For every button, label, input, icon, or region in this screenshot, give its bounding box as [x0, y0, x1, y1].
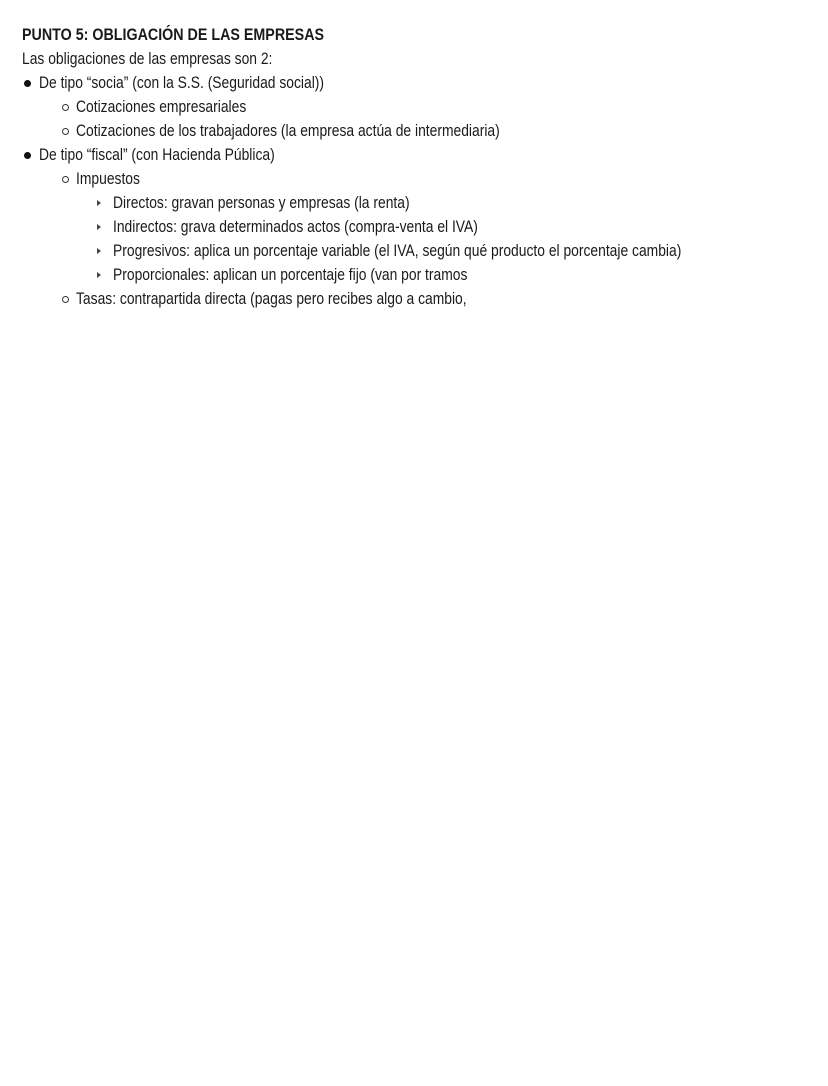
list-item-text: De tipo “socia” (con la S.S. (Seguridad social)) — [39, 74, 325, 92]
bullet-triangle-icon — [97, 272, 101, 278]
list-item-text: Tasas: contrapartida directa (pagas pero recibes algo a cambio, — [76, 290, 467, 308]
bullet-triangle-icon — [97, 248, 101, 254]
list-item-text: Directos: gravan personas y empresas (la renta) — [113, 194, 410, 212]
intro-text — [22, 47, 320, 71]
section-title-text: PUNTO 5: OBLIGACIÓN DE LAS EMPRESAS — [22, 25, 325, 44]
bullet-circle-icon — [62, 104, 69, 111]
section-title — [22, 23, 382, 47]
bullet-circle-icon — [62, 128, 69, 135]
list-item-text: De tipo “fiscal” (con Hacienda Pública) — [39, 146, 275, 164]
intro-text-content: Las obligaciones de las empresas son 2: — [22, 50, 273, 68]
bullet-dot-icon — [24, 152, 31, 159]
bullet-triangle-icon — [97, 200, 101, 206]
list-item-text: Proporcionales: aplican un porcentaje fijo (van por tramos — [113, 266, 468, 284]
bullet-dot-icon — [24, 80, 31, 87]
list-item-text: Impuestos — [76, 170, 140, 188]
list-item-text: Cotizaciones empresariales — [76, 98, 247, 116]
list-item-text: Indirectos: grava determinados actos (compra-venta el IVA) — [113, 218, 478, 236]
list-item-text: Progresivos: aplica un porcentaje variable (el IVA, según qué producto el porcentaje cambia) — [113, 242, 682, 260]
list-item-text: Cotizaciones de los trabajadores (la empresa actúa de intermediaria) — [76, 122, 500, 140]
bullet-circle-icon — [62, 176, 69, 183]
bullet-circle-icon — [62, 296, 69, 303]
bullet-triangle-icon — [97, 224, 101, 230]
